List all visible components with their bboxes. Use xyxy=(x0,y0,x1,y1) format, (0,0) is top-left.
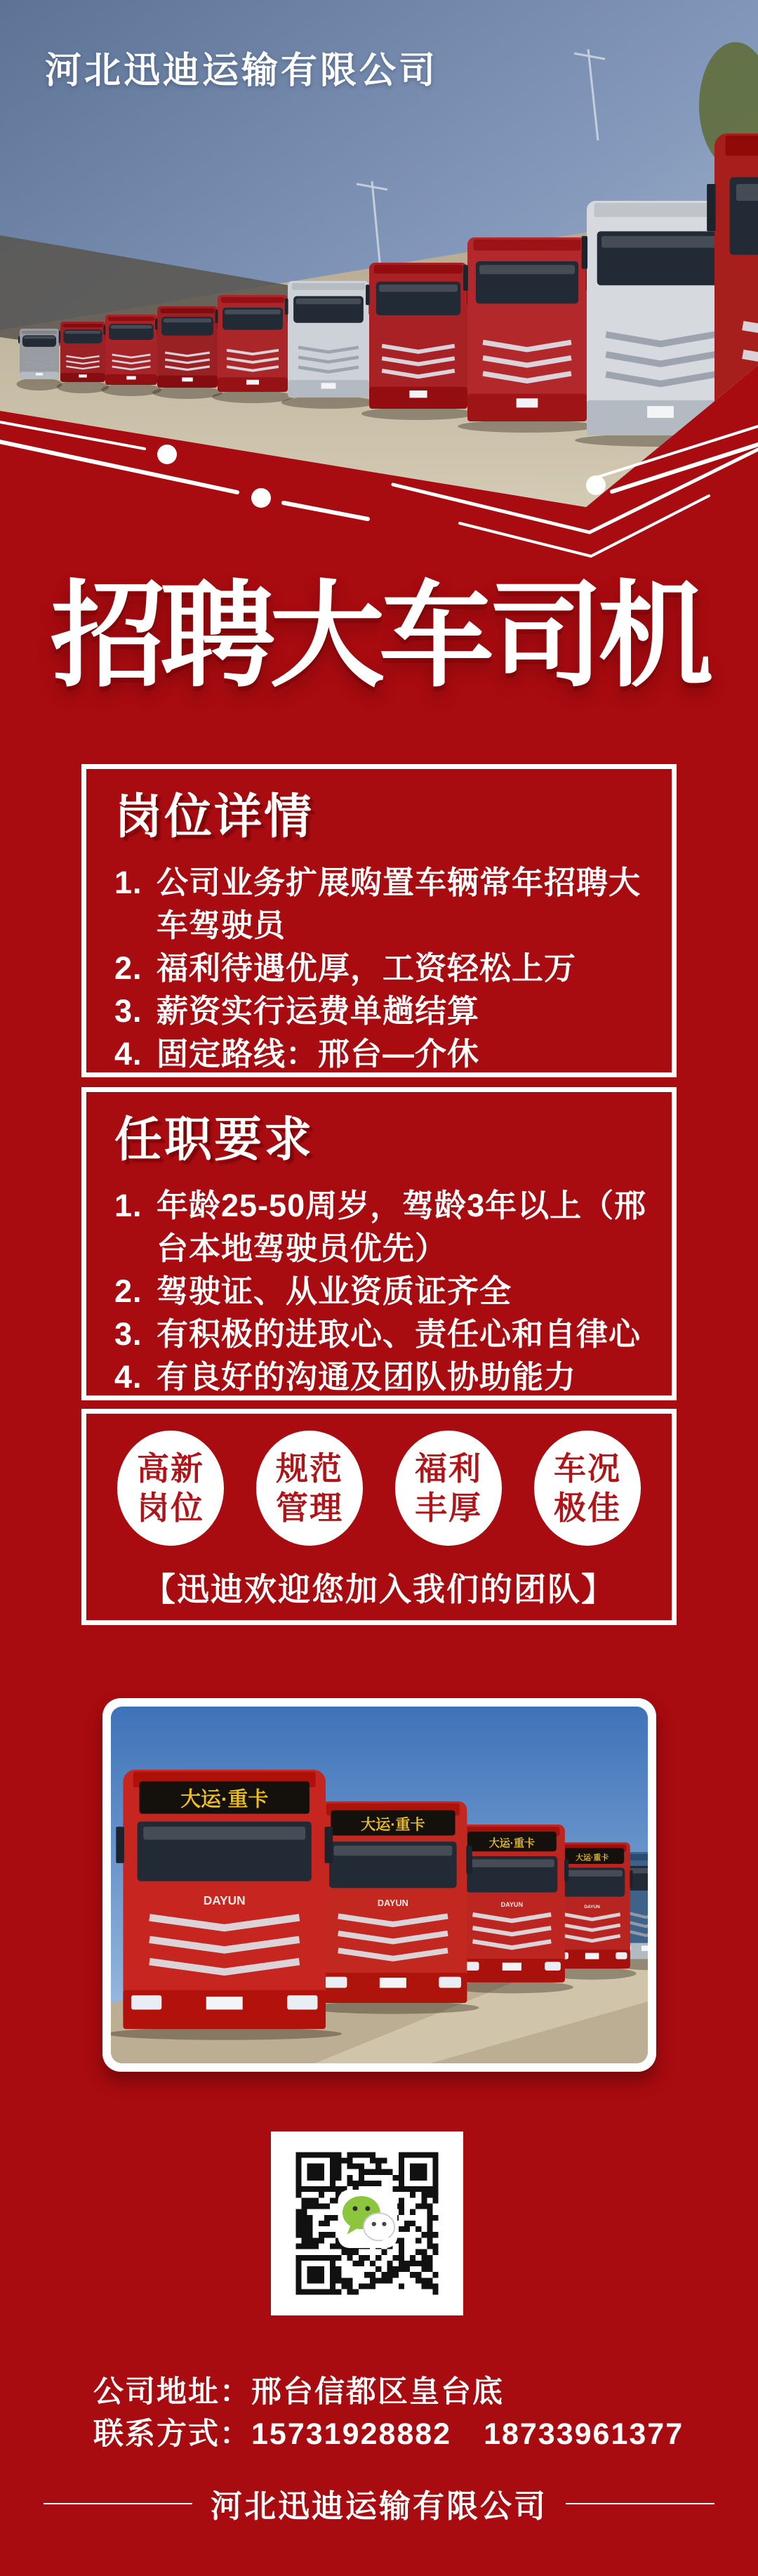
badge-line1: 高新 xyxy=(137,1450,204,1487)
section-job-details xyxy=(81,764,677,1077)
list-item-text: 有积极的进取心、责任心和自律心 xyxy=(157,1316,641,1352)
phone-number: 18733961377 xyxy=(484,2417,684,2451)
list-item-number: 1. xyxy=(114,865,142,900)
svg-text:DAYUN: DAYUN xyxy=(500,1900,524,1908)
truck-illustration xyxy=(101,315,161,396)
requirements-list xyxy=(86,1184,672,1398)
list-item-text: 薪资实行运费单趟结算 xyxy=(157,993,480,1029)
list-item xyxy=(114,861,648,947)
footer-company-name: 河北迅迪运输有限公司 xyxy=(210,2488,547,2524)
svg-text:大运·重卡: 大运·重卡 xyxy=(488,1837,536,1850)
list-item-text: 公司业务扩展购置车辆常年招聘大车驾驶员 xyxy=(157,865,641,943)
badge-line1: 规范 xyxy=(276,1450,343,1487)
list-item-number: 3. xyxy=(114,1316,142,1352)
list-item-number: 2. xyxy=(114,1273,142,1309)
svg-text:大运·重卡: 大运·重卡 xyxy=(361,1816,425,1834)
address-value: 邢台信都区皇台底 xyxy=(251,2375,504,2409)
section-requirements xyxy=(81,1087,677,1400)
badge-row xyxy=(86,1414,672,1546)
truck-illustration xyxy=(111,1770,342,2040)
dot-icon xyxy=(157,445,177,464)
svg-text:DAYUN: DAYUN xyxy=(377,1898,408,1909)
contact-info xyxy=(93,2410,716,2453)
truck-illustration xyxy=(212,295,293,403)
page-title: 河北迅迪运输有限公司 xyxy=(45,51,439,91)
wechat-logo-icon xyxy=(338,2190,397,2248)
truck-illustration xyxy=(17,329,62,390)
list-item-number: 1. xyxy=(114,1188,142,1223)
job-details-list xyxy=(86,861,672,1075)
fleet-photo-frame xyxy=(102,1698,656,2072)
badge xyxy=(395,1431,502,1546)
list-item-text: 福利待遇优厚，工资轻松上万 xyxy=(157,950,577,986)
contact-label: 联系方式： xyxy=(93,2417,251,2451)
list-item-number: 4. xyxy=(114,1359,142,1395)
dot-icon xyxy=(251,488,271,508)
list-item xyxy=(114,1270,648,1313)
list-item xyxy=(114,990,648,1032)
list-item xyxy=(114,1355,648,1398)
section-heading: 任职要求 xyxy=(114,1113,314,1167)
list-item xyxy=(114,1313,648,1355)
company-address xyxy=(93,2368,504,2411)
svg-text:大运·重卡: 大运·重卡 xyxy=(576,1853,609,1862)
divider-line xyxy=(566,2503,714,2504)
list-item-text: 驾驶证、从业资质证齐全 xyxy=(157,1273,512,1309)
badge xyxy=(256,1431,363,1546)
list-item-number: 3. xyxy=(114,993,142,1029)
badge-line1: 福利 xyxy=(415,1450,482,1487)
svg-text:DAYUN: DAYUN xyxy=(203,1893,246,1907)
truck-illustration xyxy=(281,281,376,409)
badge xyxy=(117,1431,224,1546)
phone-number: 15731928882 xyxy=(251,2417,452,2451)
truck-illustration xyxy=(307,1801,479,2014)
list-item xyxy=(114,1184,648,1270)
dayun-fleet-illustration xyxy=(111,1707,648,2063)
badge-line2: 管理 xyxy=(276,1490,343,1526)
badge xyxy=(534,1431,641,1546)
svg-text:大运·重卡: 大运·重卡 xyxy=(180,1788,269,1811)
badge-line1: 车况 xyxy=(554,1450,621,1487)
address-label: 公司地址： xyxy=(93,2375,251,2409)
list-item xyxy=(114,1032,648,1075)
list-item xyxy=(114,947,648,990)
section-badges xyxy=(81,1409,677,1625)
welcome-text: 【迅迪欢迎您加入我们的团队】 xyxy=(143,1571,615,1608)
wechat-qr-code xyxy=(271,2131,463,2315)
svg-text:DAYUN: DAYUN xyxy=(584,1904,600,1910)
badge-line2: 岗位 xyxy=(137,1490,204,1526)
qr-icon xyxy=(284,2141,450,2306)
badge-line2: 极佳 xyxy=(554,1490,621,1526)
footer-company xyxy=(0,2480,758,2526)
list-item-text: 固定路线：邢台—介休 xyxy=(157,1036,480,1072)
list-item-number: 2. xyxy=(114,950,142,986)
truck-illustration xyxy=(152,306,222,399)
list-item-number: 4. xyxy=(114,1036,142,1072)
truck-illustration xyxy=(57,322,109,393)
section-heading: 岗位详情 xyxy=(114,790,314,843)
divider-line xyxy=(44,2503,192,2504)
hero-title: 招聘大车司机 xyxy=(50,572,707,700)
truck-illustration xyxy=(361,263,475,420)
list-item-text: 年龄25-50周岁，驾龄3年以上（邢台本地驾驶员优先） xyxy=(157,1188,647,1266)
truck-illustration xyxy=(458,237,596,433)
list-item-text: 有良好的沟通及团队协助能力 xyxy=(157,1359,577,1395)
badge-line2: 丰厚 xyxy=(415,1490,482,1526)
